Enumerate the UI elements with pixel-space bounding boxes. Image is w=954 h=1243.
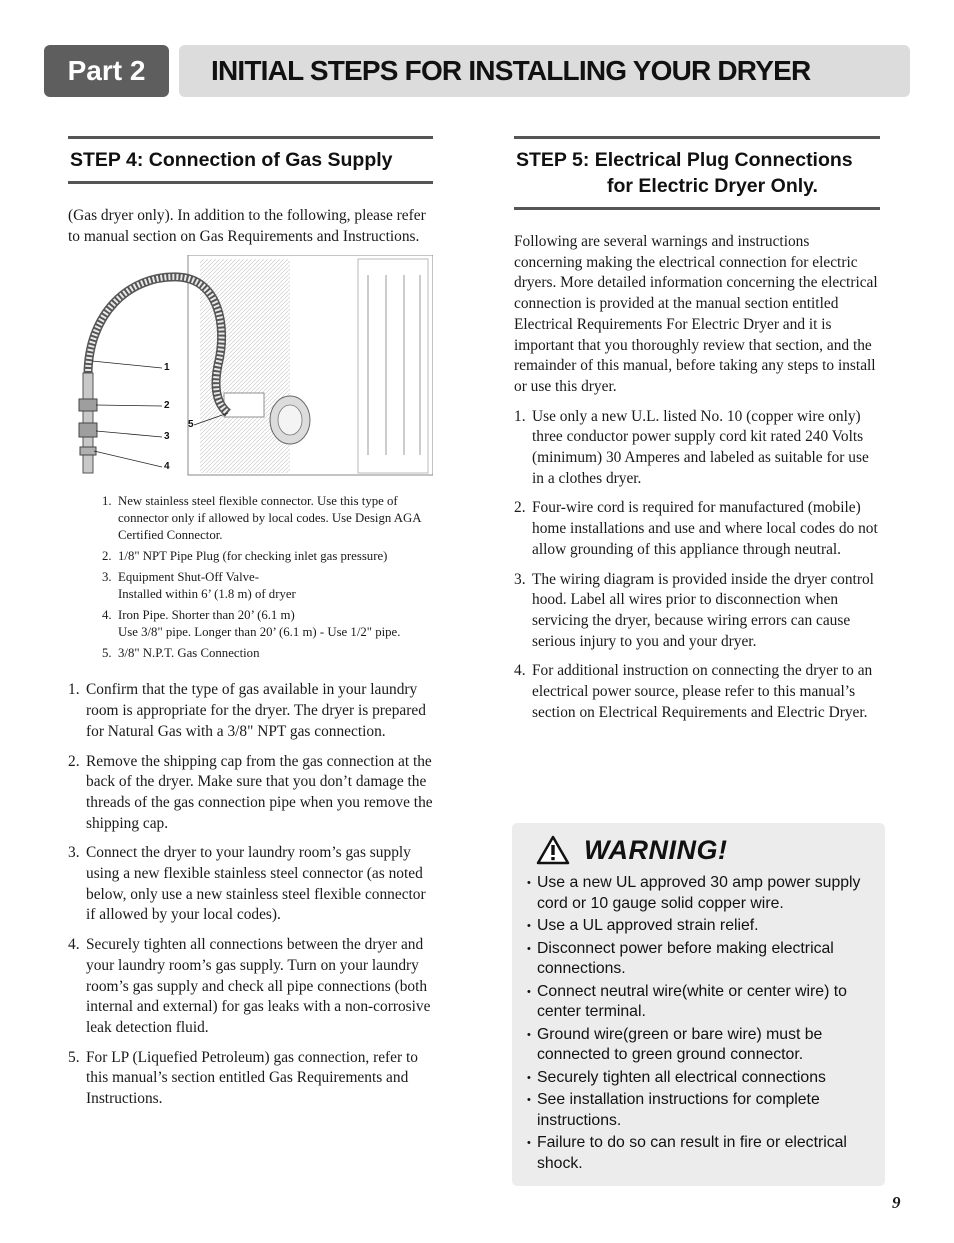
legend-item: 4. Iron Pipe. Shorter than 20’ (6.1 m) Use 3/8" pipe. Longer than 20’ (6.1 m) - Use 1/2" pipe.: [102, 608, 401, 640]
list-item: 2. Remove the shipping cap from the gas connection at the back of the dryer. Make sure that you don’t damage the threads of the gas connection pipe when you remove the shipping cap.: [68, 752, 433, 832]
bullet-icon: •: [527, 1071, 531, 1084]
warning-list: [528, 873, 875, 1174]
legend-item: 1. New stainless steel flexible connector. Use this type of connector only if allowed by local codes. Use Design AGA Certified Connector.: [102, 494, 421, 543]
figure-label-3: 3: [164, 431, 170, 443]
list-item: 3. The wiring diagram is provided inside the dryer control hood. Label all wires prior to disconnection when servicing the dryer, because wiring errors can cause serious injury to you and your dryer.: [514, 570, 874, 650]
list-item: • See installation instructions for complete instructions.: [527, 1091, 820, 1129]
warning-title: WARNING!: [584, 834, 728, 865]
bullet-icon: •: [527, 1137, 531, 1149]
legend-item: 5. 3/8" N.P.T. Gas Connection: [102, 646, 260, 661]
list-item: • Securely tighten all electrical connections: [528, 1068, 875, 1089]
step5-heading: STEP 5: Electrical Plug Connections for Electric Dryer Only.: [514, 136, 880, 210]
figure-label-1: 1: [164, 362, 170, 374]
list-item: • Failure to do so can result in fire or electrical shock.: [527, 1134, 847, 1172]
list-item: • Connect neutral wire(white or center wire) to center terminal.: [527, 982, 847, 1020]
bullet-icon: •: [527, 877, 531, 889]
figure-label-2: 2: [164, 400, 170, 412]
step5-instructions: [514, 407, 880, 724]
warning-header: [536, 833, 875, 867]
list-item: 4. For additional instruction on connecting the dryer to an electrical power source, please refer to this manual’s section on Electrical Requirements and Electric Dryer.: [514, 662, 873, 721]
list-item: • Use a UL approved strain relief.: [528, 916, 875, 937]
figure-legend: [102, 493, 433, 662]
legend-item: 2. 1/8" NPT Pipe Plug (for checking inlet gas pressure): [102, 549, 388, 564]
warning-triangle-icon: [536, 835, 570, 865]
bullet-icon: •: [527, 920, 531, 932]
figure-label-5: 5: [188, 419, 194, 431]
list-item: 4. Securely tighten all connections between the dryer and your laundry room’s gas supply. Turn on your laundry room’s gas supply and check all pipe connections (both internal and external) for gas leaks with a non-corrosive leak detection fluid.: [68, 936, 431, 1036]
bullet-icon: •: [527, 942, 531, 955]
step5-section: [514, 136, 880, 732]
step4-instructions: [68, 680, 433, 1109]
page-number: 9: [892, 1193, 901, 1212]
step4-section: [68, 136, 433, 1119]
legend-item: 3. Equipment Shut-Off Valve- Installed within 6’ (1.8 m) of dryer: [102, 570, 296, 602]
part-label: Part 2: [44, 45, 169, 97]
list-item: • Use a new UL approved 30 amp power supply cord or 10 gauge solid copper wire.: [527, 874, 861, 912]
bullet-icon: •: [527, 1028, 531, 1041]
figure-label-4: 4: [164, 461, 170, 473]
dryer-gas-illustration: [68, 255, 433, 479]
step4-heading: STEP 4: Connection of Gas Supply: [68, 136, 433, 184]
step5-intro: Following are several warnings and instructions concerning making the electrical connection for electric dryers. More detailed information concerning the electrical connection is provided at the manual section entitled Electrical Requirements For Electric Dryer and it is important that you thoroughly review that section, and the remainder of this manual, before taking any steps to install or use this dryer.: [514, 233, 878, 395]
gas-connection-diagram: [68, 255, 433, 479]
page-title: INITIAL STEPS FOR INSTALLING YOUR DRYER: [179, 45, 910, 97]
warning-box: [512, 823, 885, 1186]
list-item: 2. Four-wire cord is required for manufactured (mobile) home installations and use and where local codes do not allow grounding of this appliance through neutral.: [514, 499, 878, 558]
list-item: • Ground wire(green or bare wire) must be connected to green ground connector.: [527, 1025, 823, 1063]
list-item: 3. Connect the dryer to your laundry room’s gas supply using a new flexible stainless steel connector (as noted below, only use a new stainless steel flexible connector if allowed by your local codes).: [68, 844, 426, 924]
list-item: 1. Use only a new U.L. listed No. 10 (copper wire only) three conductor power supply cord kit rated 240 Volts (minimum) 30 Amperes and labeled as suitable for use in a clothes dryer.: [514, 407, 869, 487]
bullet-icon: •: [527, 1094, 531, 1106]
list-item: 5. For LP (Liquefied Petroleum) gas connection, refer to this manual’s section entitled Gas Requirements and Instructions.: [68, 1048, 418, 1108]
step4-intro: (Gas dryer only). In addition to the following, please refer to manual section on Gas Requirements and Instructions.: [68, 207, 426, 245]
list-item: 1. Confirm that the type of gas available in your laundry room is appropriate for the dryer. The dryer is prepared for Natural Gas with a 3/8" NPT gas connection.: [68, 681, 426, 740]
bullet-icon: •: [527, 985, 531, 998]
list-item: • Disconnect power before making electrical connections.: [527, 939, 834, 977]
